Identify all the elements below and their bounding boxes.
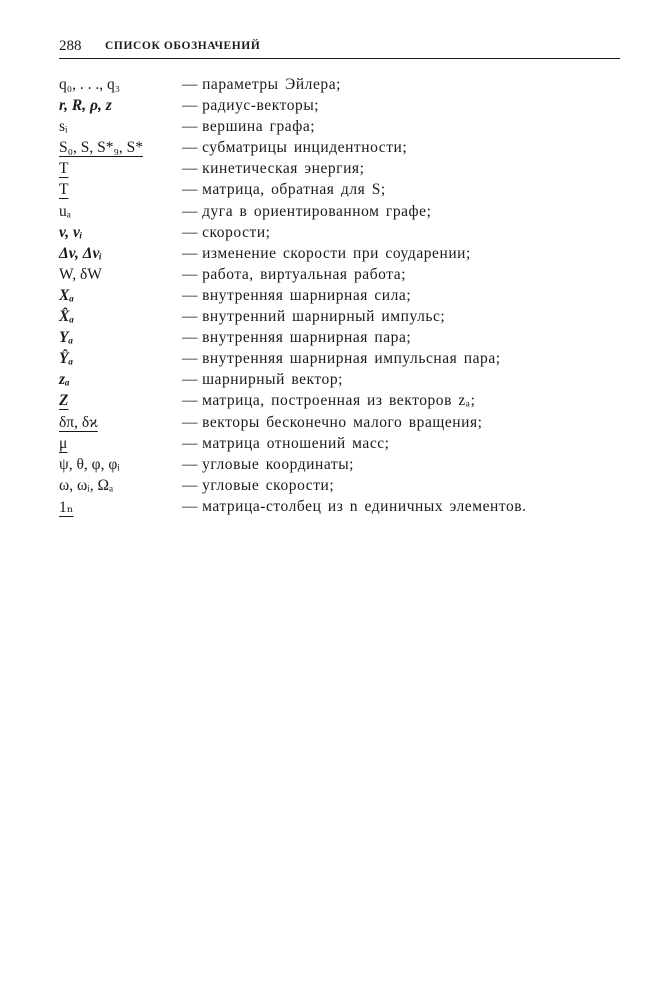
notation-definition: — внутренняя шарнирная сила;	[182, 286, 412, 304]
notation-symbol: Z	[59, 392, 69, 410]
notation-entry	[59, 435, 629, 456]
notation-definition: — субматрицы инцидентности;	[182, 139, 408, 157]
notation-list	[59, 76, 629, 519]
notation-symbol: 1ₙ	[59, 498, 74, 516]
notation-symbol: X̂ₐ	[59, 308, 74, 326]
notation-symbol: T	[59, 160, 69, 178]
notation-entry	[59, 371, 629, 392]
notation-definition: — угловые координаты;	[182, 455, 355, 473]
notation-entry	[59, 139, 629, 160]
notation-entry	[59, 224, 629, 245]
notation-entry	[59, 97, 629, 118]
notation-definition: — скорости;	[182, 223, 271, 241]
notation-definition: — параметры Эйлера;	[182, 76, 341, 93]
page-number: 288	[59, 38, 82, 54]
notation-definition: — дуга в ориентированном графе;	[182, 202, 432, 220]
notation-symbol: W, δW	[59, 265, 102, 283]
notation-entry	[59, 308, 629, 329]
notation-definition: — векторы бесконечно малого вращения;	[182, 413, 483, 431]
notation-symbol: μ	[59, 434, 68, 452]
notation-definition: — работа, виртуальная работа;	[182, 265, 407, 283]
notation-definition: — внутренняя шарнирная пара;	[182, 329, 412, 347]
notation-entry	[59, 118, 629, 139]
notation-entry	[59, 414, 629, 435]
notation-symbol: r, R, ρ, z	[59, 97, 112, 115]
notation-entry	[59, 245, 629, 266]
notation-entry	[59, 181, 629, 202]
notation-entry	[59, 160, 629, 181]
notation-symbol: zₐ	[59, 371, 70, 389]
notation-entry	[59, 287, 629, 308]
notation-definition: — радиус-векторы;	[182, 97, 320, 115]
notation-entry	[59, 203, 629, 224]
notation-symbol: Ŷₐ	[59, 350, 74, 368]
notation-symbol: ψ, θ, φ, φᵢ	[59, 455, 120, 473]
notation-symbol: S₀, S, S*₉, S*	[59, 139, 144, 157]
notation-symbol: T	[59, 181, 69, 199]
notation-entry	[59, 266, 629, 287]
notation-symbol: δπ, δϰ	[59, 413, 98, 431]
notation-symbol: Δv, Δvᵢ	[59, 244, 102, 262]
notation-symbol: Xₐ	[59, 286, 74, 304]
notation-symbol: Yₐ	[59, 329, 74, 347]
notation-definition: — матрица, обратная для S;	[182, 181, 386, 199]
notation-entry	[59, 392, 629, 413]
notation-definition: — шарнирный вектор;	[182, 371, 344, 389]
notation-symbol: v, vᵢ	[59, 223, 83, 241]
notation-definition: — внутренняя шарнирная импульсная пара;	[182, 350, 501, 368]
notation-definition: — кинетическая энергия;	[182, 160, 365, 178]
notation-symbol: uₐ	[59, 202, 71, 220]
page-header	[59, 34, 620, 59]
notation-entry	[59, 456, 629, 477]
notation-entry	[59, 350, 629, 371]
notation-definition: — вершина графа;	[182, 118, 316, 136]
notation-definition: — матрица-столбец из n единичных элементов.	[182, 497, 527, 515]
running-title: СПИСОК ОБОЗНАЧЕНИЙ	[105, 40, 261, 52]
notation-entry	[59, 498, 629, 519]
notation-entry	[59, 477, 629, 498]
notation-definition: — матрица, построенная из векторов zₐ;	[182, 392, 476, 410]
notation-definition: — внутренний шарнирный импульс;	[182, 308, 446, 326]
notation-entry	[59, 329, 629, 350]
notation-definition: — угловые скорости;	[182, 476, 335, 494]
notation-symbol: q₀, . . ., q₃	[59, 76, 121, 93]
notation-definition: — матрица отношений масс;	[182, 434, 390, 452]
notation-symbol: ω, ωᵢ, Ωₐ	[59, 476, 114, 494]
notation-symbol: sᵢ	[59, 118, 68, 136]
notation-definition: — изменение скорости при соударении;	[182, 244, 471, 262]
notation-entry	[59, 76, 629, 97]
